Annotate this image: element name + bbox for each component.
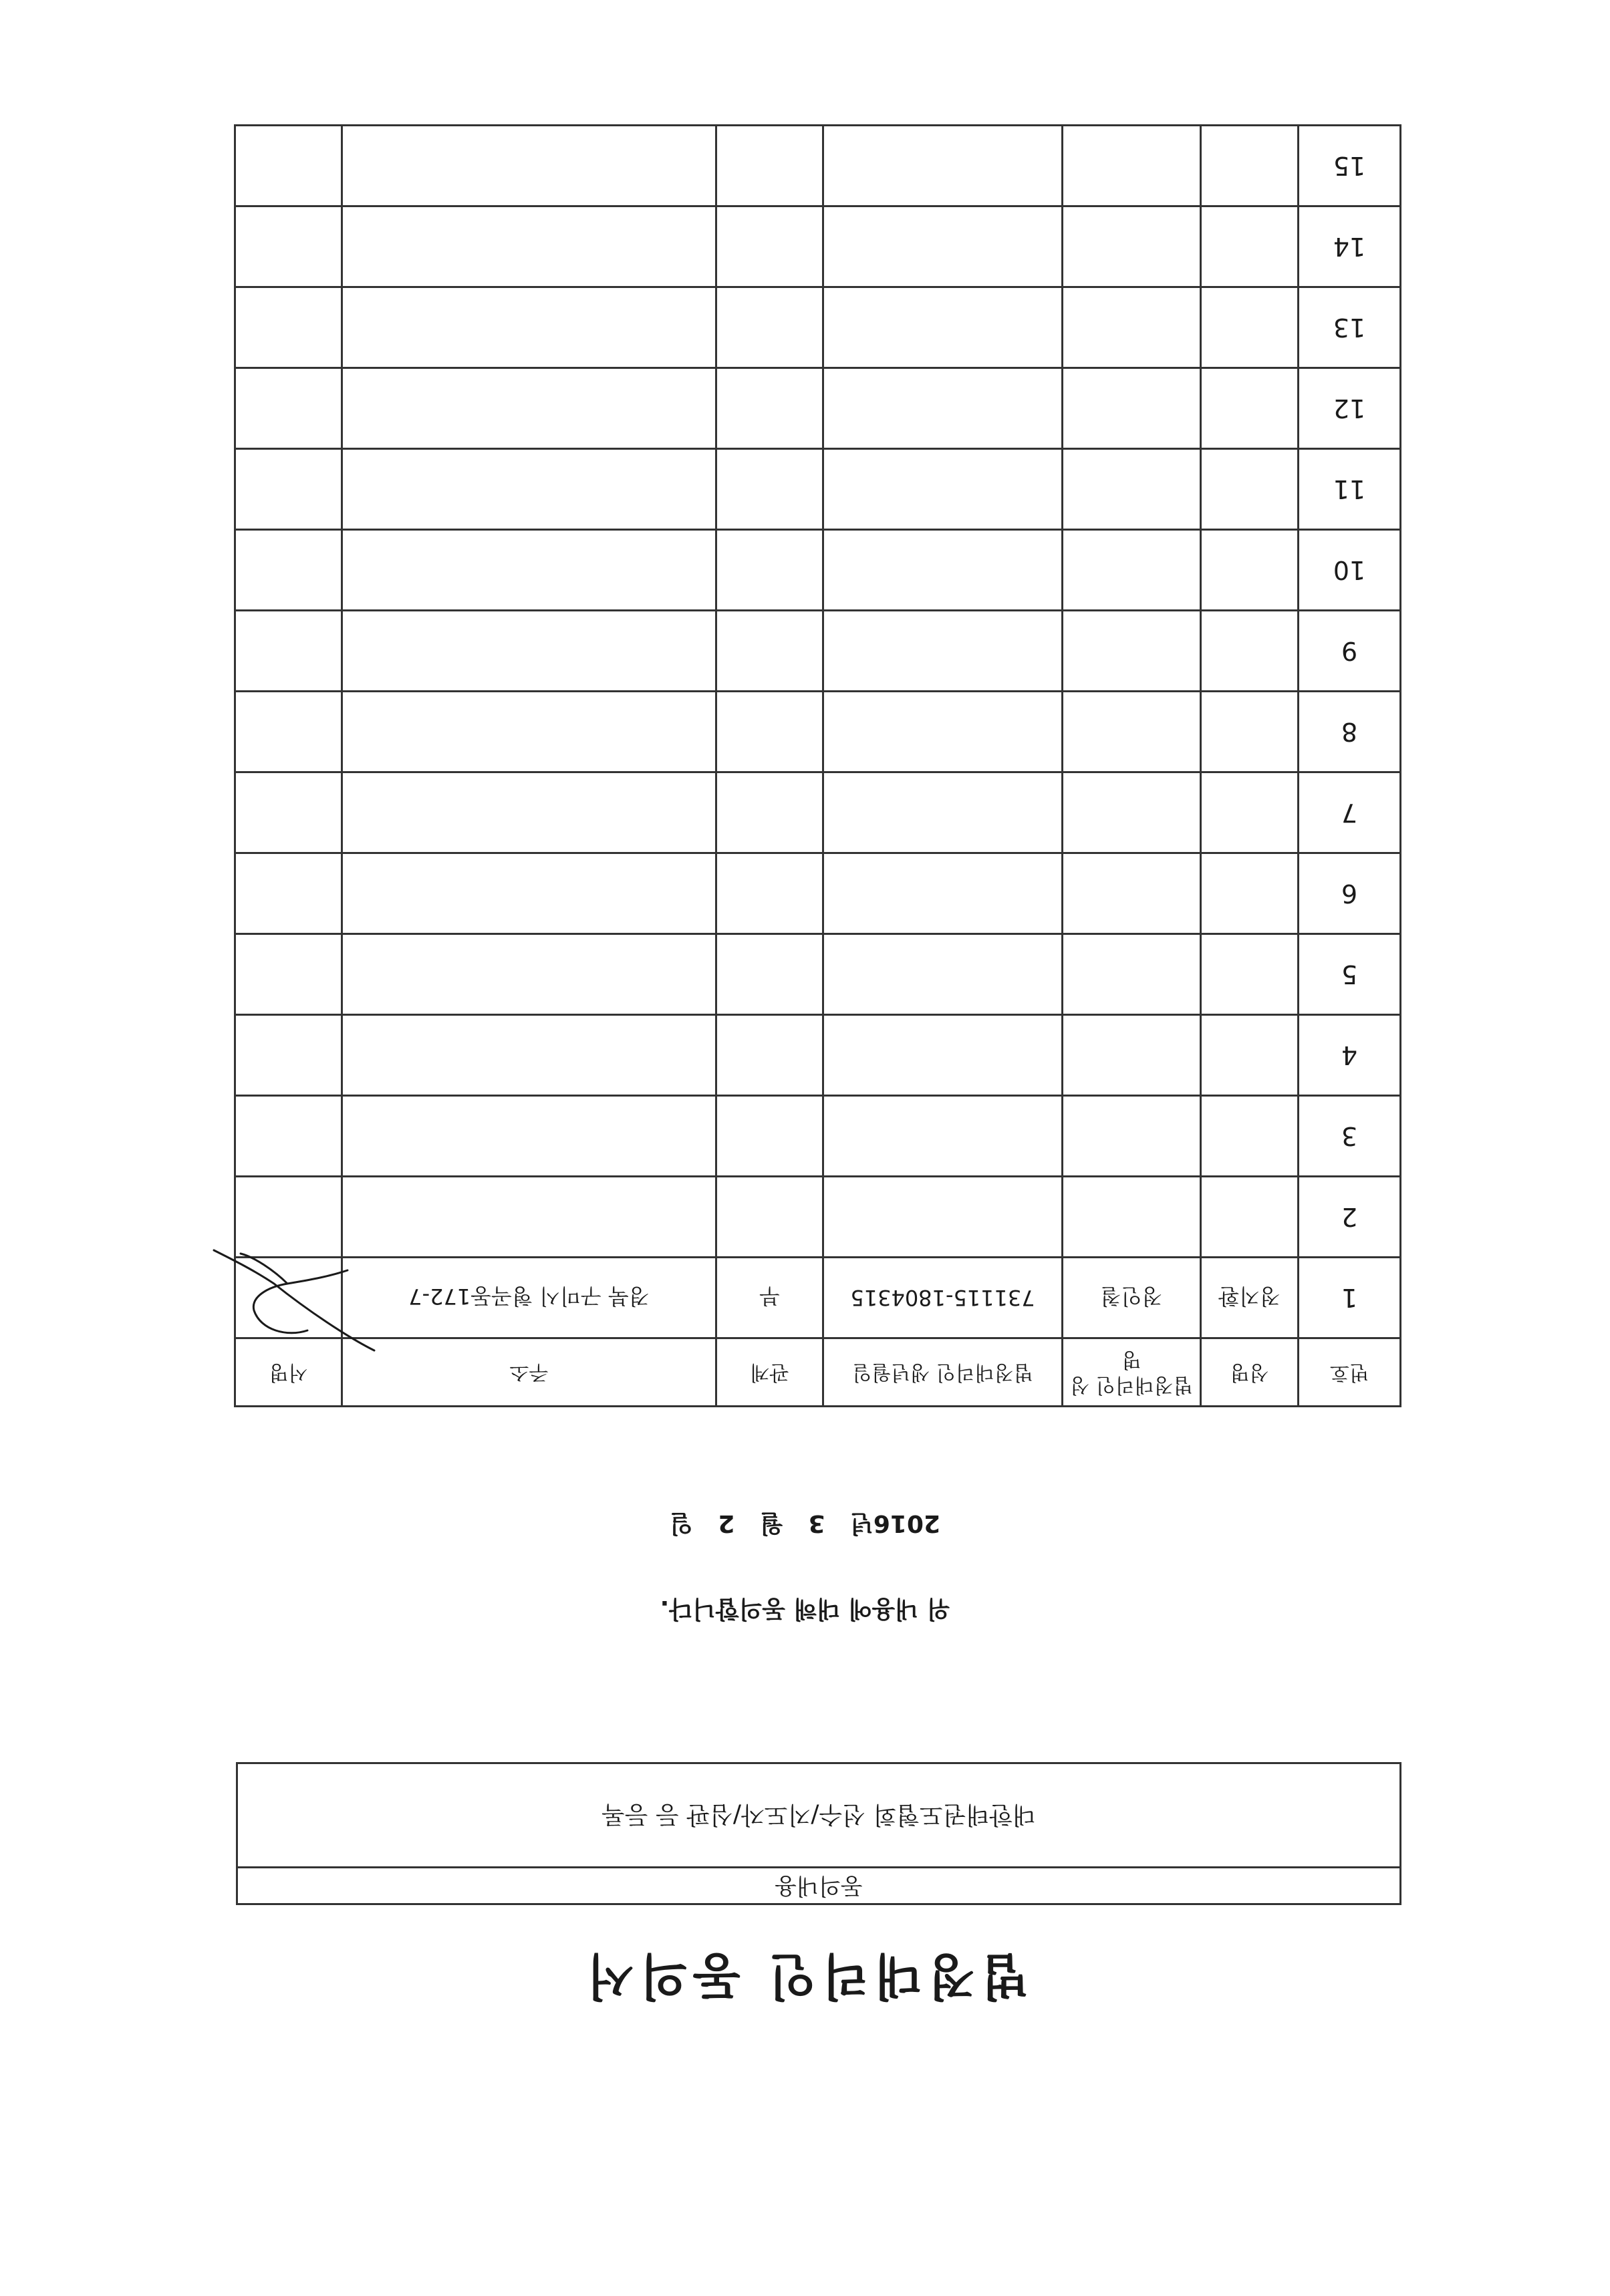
cell-address — [342, 530, 716, 611]
cell-relation — [716, 530, 823, 611]
cell-relation — [716, 611, 823, 692]
cell-relation — [716, 206, 823, 287]
cell-relation — [716, 126, 823, 206]
cell-number: 3 — [1299, 1096, 1401, 1177]
cell-signature — [235, 126, 342, 206]
cell-signature — [235, 449, 342, 530]
cell-guardian-birth — [823, 287, 1063, 368]
cell-guardian-name — [1063, 287, 1201, 368]
cell-guardian-name — [1063, 449, 1201, 530]
header-signature: 서명 — [235, 1338, 342, 1407]
cell-name — [1201, 611, 1299, 692]
cell-guardian-name — [1063, 934, 1201, 1015]
header-address: 주소 — [342, 1338, 716, 1407]
cell-relation — [716, 934, 823, 1015]
cell-relation — [716, 853, 823, 934]
table-row — [235, 126, 1401, 206]
table-row — [235, 206, 1401, 287]
cell-guardian-birth — [823, 530, 1063, 611]
cell-guardian-name — [1063, 772, 1201, 853]
cell-name — [1201, 530, 1299, 611]
cell-guardian-birth — [823, 772, 1063, 853]
table-row — [235, 853, 1401, 934]
cell-name — [1201, 934, 1299, 1015]
cell-number: 5 — [1299, 934, 1401, 1015]
cell-relation — [716, 287, 823, 368]
cell-signature — [235, 1096, 342, 1177]
cell-address — [342, 611, 716, 692]
cell-address — [342, 1015, 716, 1096]
cell-number: 11 — [1299, 449, 1401, 530]
cell-guardian-name — [1063, 1015, 1201, 1096]
cell-address — [342, 206, 716, 287]
consent-body: 대한태권도협회 선수/지도자/심판 등 등록 — [601, 1801, 1036, 1828]
cell-guardian-birth — [823, 1015, 1063, 1096]
table-row — [235, 530, 1401, 611]
consent-box — [236, 1762, 1401, 1905]
cell-name — [1201, 449, 1299, 530]
consent-header: 동의내용 — [238, 1866, 1399, 1903]
table-row — [235, 1258, 1401, 1338]
cell-guardian-birth — [823, 1096, 1063, 1177]
cell-signature — [235, 287, 342, 368]
cell-address: 경북 구미시 형곡동172-7 — [342, 1258, 716, 1338]
cell-name — [1201, 1177, 1299, 1258]
cell-number: 15 — [1299, 126, 1401, 206]
cell-guardian-name: 정인철 — [1063, 1258, 1201, 1338]
cell-signature — [235, 772, 342, 853]
cell-signature — [235, 368, 342, 449]
table-row — [235, 368, 1401, 449]
signature-stroke — [214, 1250, 374, 1350]
cell-name — [1201, 206, 1299, 287]
cell-name: 정지환 — [1201, 1258, 1299, 1338]
header-guardian-name: 법정대리인 성명 — [1063, 1338, 1201, 1407]
cell-address — [342, 772, 716, 853]
header-relation: 관계 — [716, 1338, 823, 1407]
cell-relation — [716, 692, 823, 772]
document-date: 2016년 3 월 2 일 — [669, 1510, 941, 1537]
cell-relation: 부 — [716, 1258, 823, 1338]
cell-address — [342, 126, 716, 206]
table-row — [235, 692, 1401, 772]
cell-guardian-birth — [823, 611, 1063, 692]
cell-guardian-name — [1063, 126, 1201, 206]
table-row — [235, 1177, 1401, 1258]
cell-number: 10 — [1299, 530, 1401, 611]
cell-guardian-name — [1063, 530, 1201, 611]
cell-signature — [235, 692, 342, 772]
cell-address — [342, 287, 716, 368]
cell-relation — [716, 1177, 823, 1258]
cell-guardian-birth — [823, 206, 1063, 287]
cell-name — [1201, 368, 1299, 449]
cell-address — [342, 853, 716, 934]
cell-guardian-birth: 731115-1804315 — [823, 1258, 1063, 1338]
cell-relation — [716, 1096, 823, 1177]
cell-guardian-birth — [823, 449, 1063, 530]
cell-guardian-name — [1063, 853, 1201, 934]
table-row — [235, 772, 1401, 853]
cell-guardian-name — [1063, 692, 1201, 772]
cell-guardian-name — [1063, 1177, 1201, 1258]
cell-number: 12 — [1299, 368, 1401, 449]
table-row — [235, 287, 1401, 368]
cell-number: 7 — [1299, 772, 1401, 853]
cell-signature — [235, 1177, 342, 1258]
cell-number: 2 — [1299, 1177, 1401, 1258]
table-row — [235, 449, 1401, 530]
cell-name — [1201, 126, 1299, 206]
guardian-table — [234, 124, 1401, 1407]
cell-address — [342, 449, 716, 530]
table-header-row — [235, 1338, 1401, 1407]
cell-relation — [716, 368, 823, 449]
cell-address — [342, 934, 716, 1015]
agreement-statement: 위 내용에 대해 동의합니다. — [660, 1595, 950, 1622]
cell-signature — [235, 1258, 342, 1338]
cell-signature — [235, 1015, 342, 1096]
cell-guardian-birth — [823, 934, 1063, 1015]
cell-guardian-name — [1063, 1096, 1201, 1177]
cell-name — [1201, 1096, 1299, 1177]
table-row — [235, 934, 1401, 1015]
document-title: 법정대리인 동의서 — [581, 1947, 1029, 2005]
cell-number: 6 — [1299, 853, 1401, 934]
header-number: 번호 — [1299, 1338, 1401, 1407]
cell-guardian-birth — [823, 1177, 1063, 1258]
cell-relation — [716, 1015, 823, 1096]
cell-guardian-birth — [823, 368, 1063, 449]
cell-signature — [235, 934, 342, 1015]
cell-name — [1201, 853, 1299, 934]
cell-address — [342, 692, 716, 772]
cell-number: 9 — [1299, 611, 1401, 692]
cell-name — [1201, 1015, 1299, 1096]
header-name: 성명 — [1201, 1338, 1299, 1407]
table-row — [235, 1096, 1401, 1177]
cell-signature — [235, 853, 342, 934]
cell-number: 14 — [1299, 206, 1401, 287]
cell-number: 4 — [1299, 1015, 1401, 1096]
header-guardian-birth: 법정대리인 생년월일 — [823, 1338, 1063, 1407]
cell-guardian-birth — [823, 126, 1063, 206]
cell-signature — [235, 611, 342, 692]
cell-number: 13 — [1299, 287, 1401, 368]
cell-address — [342, 1096, 716, 1177]
cell-name — [1201, 692, 1299, 772]
cell-signature — [235, 206, 342, 287]
cell-guardian-name — [1063, 206, 1201, 287]
cell-address — [342, 1177, 716, 1258]
cell-guardian-name — [1063, 611, 1201, 692]
cell-signature — [235, 530, 342, 611]
cell-guardian-name — [1063, 368, 1201, 449]
cell-relation — [716, 449, 823, 530]
cell-relation — [716, 772, 823, 853]
table-row — [235, 1015, 1401, 1096]
cell-name — [1201, 772, 1299, 853]
cell-guardian-birth — [823, 692, 1063, 772]
cell-number: 8 — [1299, 692, 1401, 772]
cell-address — [342, 368, 716, 449]
table-row — [235, 611, 1401, 692]
cell-guardian-birth — [823, 853, 1063, 934]
cell-name — [1201, 287, 1299, 368]
cell-number: 1 — [1299, 1258, 1401, 1338]
signature-mark — [187, 1244, 388, 1377]
